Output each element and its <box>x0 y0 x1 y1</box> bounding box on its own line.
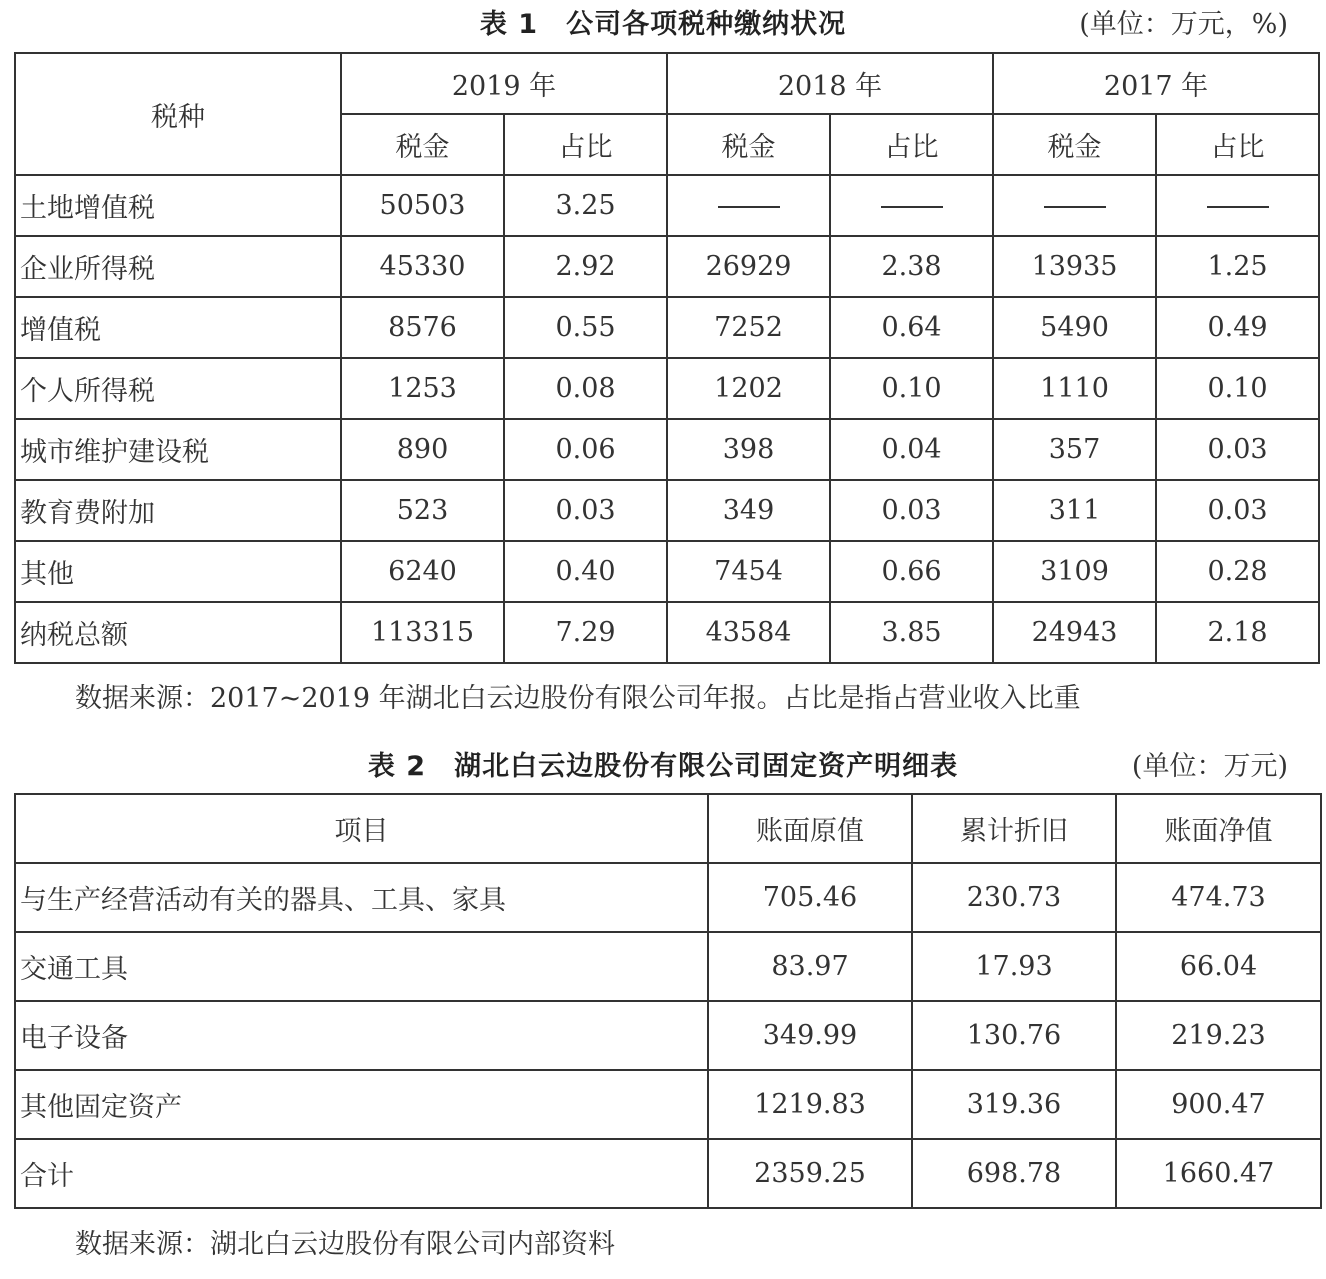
cell: 698.78 <box>912 1139 1116 1208</box>
cell: 0.64 <box>830 297 993 358</box>
table2-title: 表 2 湖北白云边股份有限公司固定资产明细表 <box>367 751 959 782</box>
table-row <box>15 863 1321 932</box>
table-row-total <box>15 602 1319 663</box>
cell: 230.73 <box>912 863 1116 932</box>
cell: 24943 <box>993 602 1156 663</box>
header-year-2017: 2017 年 <box>993 53 1319 114</box>
cell: 66.04 <box>1116 932 1321 1001</box>
cell: 398 <box>667 419 830 480</box>
table1-title: 表 1 公司各项税种缴纳状况 <box>479 9 847 40</box>
cell: 130.76 <box>912 1001 1116 1070</box>
cell: 1202 <box>667 358 830 419</box>
cell: 0.49 <box>1156 297 1319 358</box>
cell: 0.04 <box>830 419 993 480</box>
cell: 1660.47 <box>1116 1139 1321 1208</box>
row-label: 土地增值税 <box>15 175 341 236</box>
header-tax-amount: 税金 <box>993 114 1156 175</box>
header-ratio: 占比 <box>1156 114 1319 175</box>
cell-empty <box>667 175 830 236</box>
cell: 0.10 <box>830 358 993 419</box>
table-row <box>15 480 1319 541</box>
row-label: 纳税总额 <box>15 602 341 663</box>
cell: 0.03 <box>1156 480 1319 541</box>
table2-unit: (单位：万元) <box>1131 751 1288 782</box>
header-row-years <box>15 53 1319 114</box>
table2-caption <box>0 744 1326 784</box>
cell: 2.38 <box>830 236 993 297</box>
header-row <box>15 794 1321 863</box>
dash-mark <box>1044 206 1106 208</box>
dash-mark <box>718 206 780 208</box>
row-label: 城市维护建设税 <box>15 419 341 480</box>
cell: 6240 <box>341 541 504 602</box>
cell: 319.36 <box>912 1070 1116 1139</box>
header-tax-amount: 税金 <box>667 114 830 175</box>
row-label: 企业所得税 <box>15 236 341 297</box>
tax-table <box>14 52 1320 664</box>
cell: 0.03 <box>1156 419 1319 480</box>
cell: 8576 <box>341 297 504 358</box>
cell: 83.97 <box>708 932 912 1001</box>
cell: 1219.83 <box>708 1070 912 1139</box>
header-accumulated-depreciation: 累计折旧 <box>912 794 1116 863</box>
row-label: 与生产经营活动有关的器具、工具、家具 <box>15 863 708 932</box>
dash-mark <box>881 206 943 208</box>
cell: 705.46 <box>708 863 912 932</box>
cell: 1110 <box>993 358 1156 419</box>
row-label: 交通工具 <box>15 932 708 1001</box>
header-tax-type: 税种 <box>15 53 341 175</box>
cell: 523 <box>341 480 504 541</box>
row-label: 教育费附加 <box>15 480 341 541</box>
table-row <box>15 1070 1321 1139</box>
cell: 13935 <box>993 236 1156 297</box>
table1-unit: (单位：万元，%) <box>1079 9 1288 40</box>
fixed-assets-table <box>14 793 1322 1209</box>
header-original-value: 账面原值 <box>708 794 912 863</box>
table-row <box>15 541 1319 602</box>
cell: 0.06 <box>504 419 667 480</box>
cell: 0.08 <box>504 358 667 419</box>
dash-mark <box>1207 206 1269 208</box>
cell: 349 <box>667 480 830 541</box>
cell: 219.23 <box>1116 1001 1321 1070</box>
cell: 1253 <box>341 358 504 419</box>
cell: 43584 <box>667 602 830 663</box>
cell: 5490 <box>993 297 1156 358</box>
cell: 311 <box>993 480 1156 541</box>
cell: 7.29 <box>504 602 667 663</box>
cell: 0.40 <box>504 541 667 602</box>
cell: 0.55 <box>504 297 667 358</box>
cell: 357 <box>993 419 1156 480</box>
table-row <box>15 358 1319 419</box>
cell: 0.03 <box>504 480 667 541</box>
cell: 0.10 <box>1156 358 1319 419</box>
header-tax-amount: 税金 <box>341 114 504 175</box>
cell-empty <box>1156 175 1319 236</box>
cell: 3.85 <box>830 602 993 663</box>
cell: 890 <box>341 419 504 480</box>
header-ratio: 占比 <box>504 114 667 175</box>
cell: 3.25 <box>504 175 667 236</box>
row-label: 合计 <box>15 1139 708 1208</box>
cell: 474.73 <box>1116 863 1321 932</box>
row-label: 其他 <box>15 541 341 602</box>
cell-empty <box>830 175 993 236</box>
cell: 0.28 <box>1156 541 1319 602</box>
header-year-2018: 2018 年 <box>667 53 993 114</box>
table-row <box>15 1001 1321 1070</box>
table-row <box>15 932 1321 1001</box>
cell-empty <box>993 175 1156 236</box>
table-row <box>15 236 1319 297</box>
header-net-value: 账面净值 <box>1116 794 1321 863</box>
cell: 2.18 <box>1156 602 1319 663</box>
table-row <box>15 297 1319 358</box>
row-label: 增值税 <box>15 297 341 358</box>
table-row-total <box>15 1139 1321 1208</box>
table-row <box>15 419 1319 480</box>
table1-caption <box>0 2 1326 42</box>
cell: 26929 <box>667 236 830 297</box>
cell: 45330 <box>341 236 504 297</box>
table2-source-note: 数据来源：湖北白云边股份有限公司内部资料 <box>75 1229 615 1260</box>
cell: 17.93 <box>912 932 1116 1001</box>
cell: 3109 <box>993 541 1156 602</box>
cell: 900.47 <box>1116 1070 1321 1139</box>
row-label: 电子设备 <box>15 1001 708 1070</box>
header-item: 项目 <box>15 794 708 863</box>
cell: 7252 <box>667 297 830 358</box>
table-row <box>15 175 1319 236</box>
cell: 349.99 <box>708 1001 912 1070</box>
header-year-2019: 2019 年 <box>341 53 667 114</box>
cell: 1.25 <box>1156 236 1319 297</box>
cell: 7454 <box>667 541 830 602</box>
cell: 113315 <box>341 602 504 663</box>
table1-source-note: 数据来源：2017~2019 年湖北白云边股份有限公司年报。占比是指占营业收入比重 <box>75 683 1081 714</box>
cell: 50503 <box>341 175 504 236</box>
cell: 0.66 <box>830 541 993 602</box>
cell: 2359.25 <box>708 1139 912 1208</box>
row-label: 其他固定资产 <box>15 1070 708 1139</box>
header-ratio: 占比 <box>830 114 993 175</box>
row-label: 个人所得税 <box>15 358 341 419</box>
cell: 0.03 <box>830 480 993 541</box>
cell: 2.92 <box>504 236 667 297</box>
